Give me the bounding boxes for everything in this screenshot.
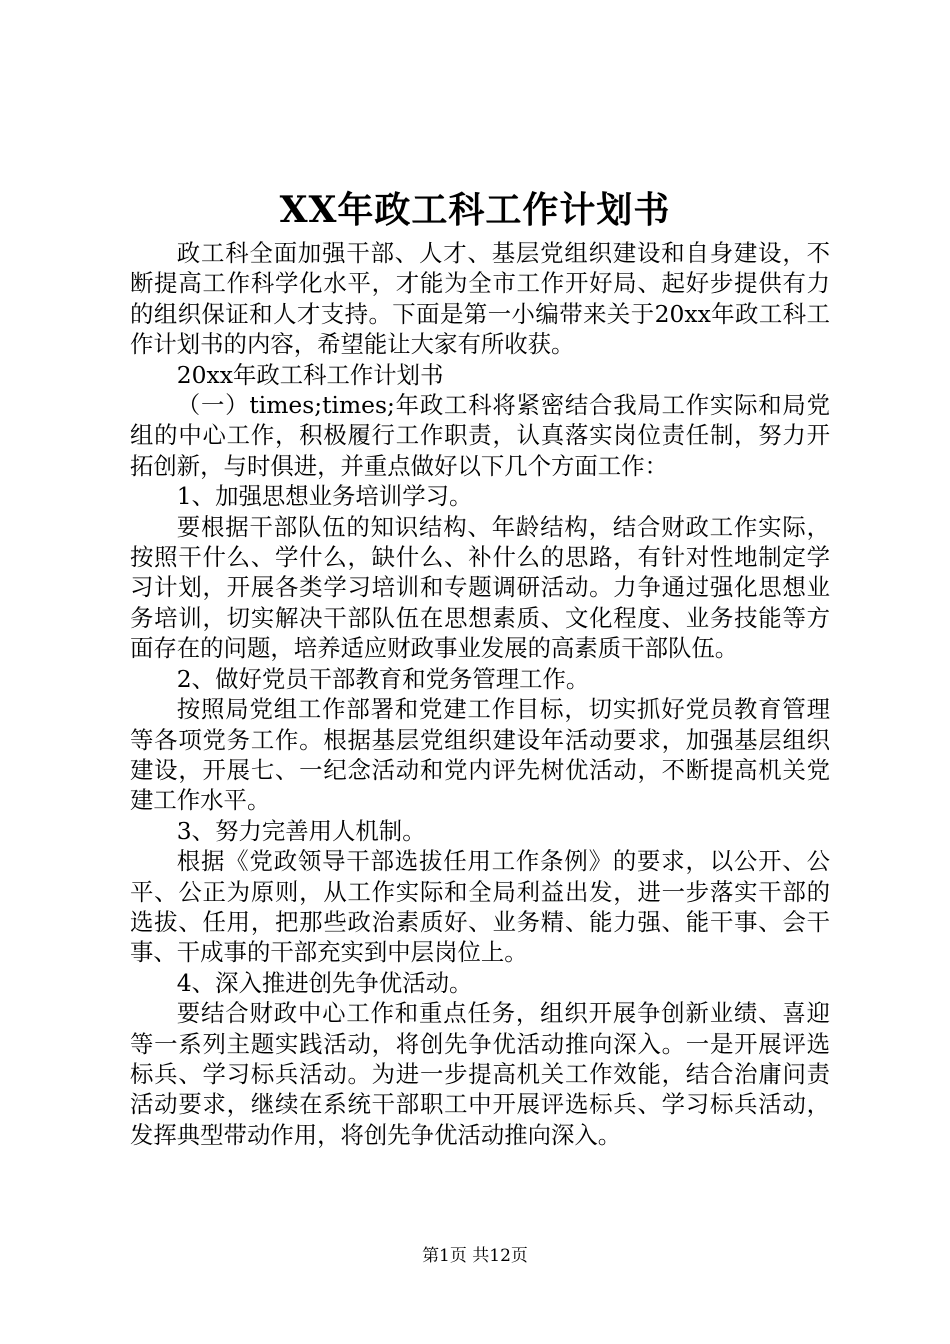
item-heading-3: 3、努力完善用人机制。 — [176, 816, 426, 845]
item-paragraph-4: 要结合财政中心工作和重点任务，组织开展争创新业绩、喜迎等一系列主题实践活动，将创先争优活动推向深入。一是开展评选标兵、学习标兵活动。为进一步提高机关工作效能，结合治庸问责活动要求，继续在系统干部职工中开展评选标兵、学习标兵活动，发挥典型带动作用，将创先争优活动推向深入。 — [130, 999, 830, 1149]
item-heading-2: 2、做好党员干部教育和党务管理工作。 — [176, 664, 590, 693]
item-paragraph-3: 根据《党政领导干部选拔任用工作条例》的要求，以公开、公平、公正为原则，从工作实际和全局利益出发，进一步落实干部的选拔、任用，把那些政治素质好、业务精、能力强、能干事、会干事、干成事的干部充实到中层岗位上。 — [130, 847, 830, 967]
document-title: XX年政工科工作计划书 — [279, 189, 671, 231]
intro-paragraph: 政工科全面加强干部、人才、基层党组织建设和自身建设，不断提高工作科学化水平，才能为全市工作开好局、起好步提供有力的组织保证和人才支持。下面是第一小编带来关于20xx年政工科工作计划书的内容，希望能让大家有所收获。 — [130, 239, 830, 359]
item-heading-1: 1、加强思想业务培训学习。 — [176, 482, 473, 511]
section-heading: 20xx年政工科工作计划书 — [176, 360, 444, 389]
overview-paragraph: （一）times;times;年政工科将紧密结合我局工作实际和局党组的中心工作，积极履行工作职责，认真落实岗位责任制，努力开拓创新，与时俱进，并重点做好以下几个方面工作： — [130, 391, 830, 480]
item-paragraph-2: 按照局党组工作部署和党建工作目标，切实抓好党员教育管理等各项党务工作。根据基层党组织建设年活动要求，加强基层组织建设，开展七、一纪念活动和党内评先树优活动，不断提高机关党建工作水平。 — [130, 695, 830, 815]
document-body — [130, 238, 830, 1150]
page-number: 第1页 共12页 — [422, 1246, 528, 1266]
item-heading-4: 4、深入推进创先争优活动。 — [176, 968, 473, 997]
item-paragraph-1: 要根据干部队伍的知识结构、年龄结构，结合财政工作实际，按照干什么、学什么，缺什么、补什么的思路，有针对性地制定学习计划，开展各类学习培训和专题调研活动。力争通过强化思想业务培训，切实解决干部队伍在思想素质、文化程度、业务技能等方面存在的问题，培养适应财政事业发展的高素质干部队伍。 — [130, 512, 830, 663]
